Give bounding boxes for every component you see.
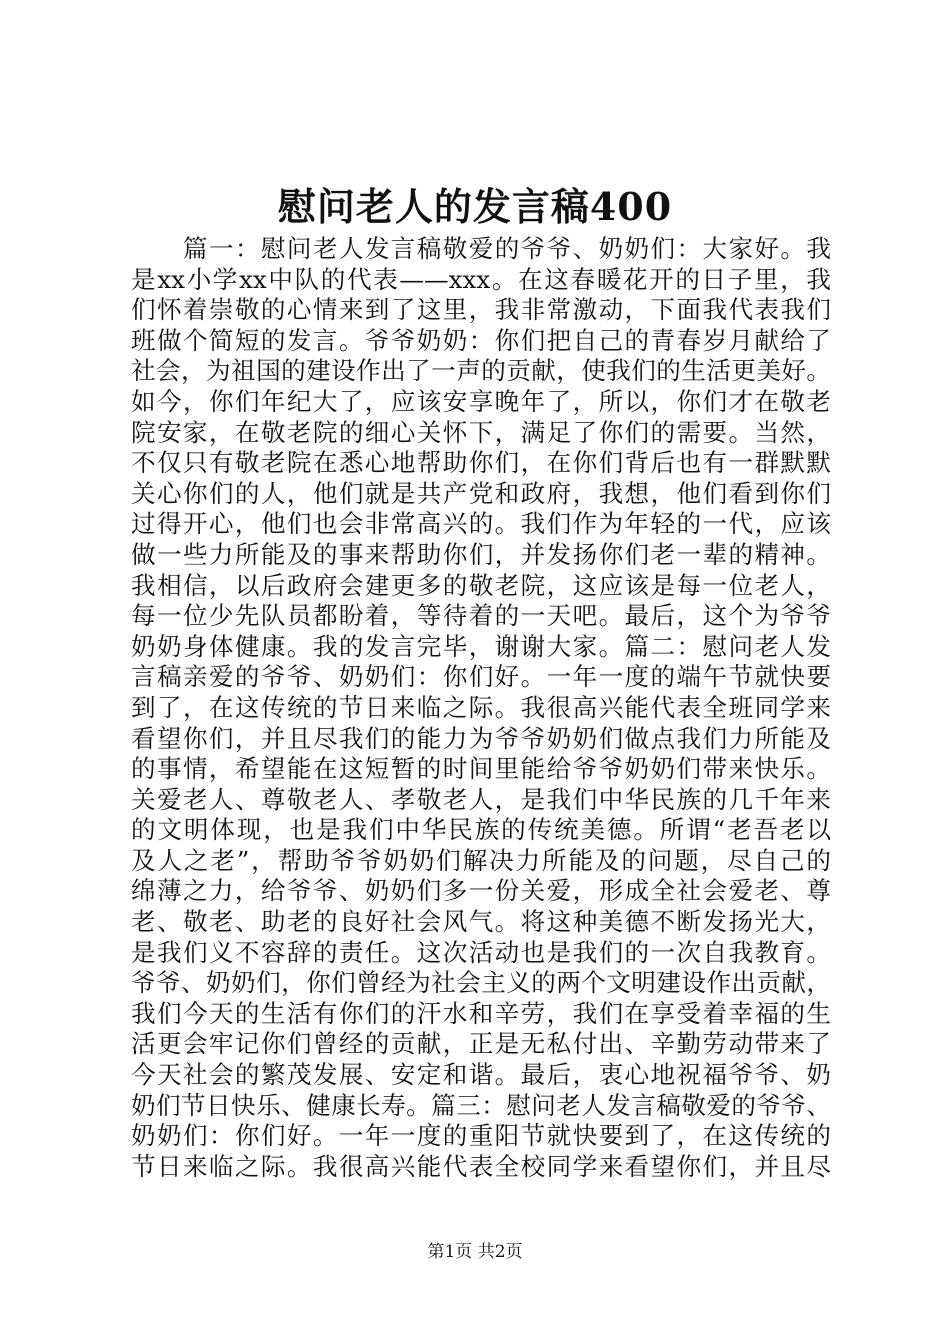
body-line: 我相信，以后政府会建更多的敬老院，这应该是每一位老人，	[131, 570, 831, 600]
body-line: 是我们义不容辞的责任。这次活动也是我们的一次自我教育。	[131, 937, 831, 967]
body-line: 的文明体现，也是我们中华民族的传统美德。所谓“老吾老以	[131, 815, 831, 845]
body-line: 的事情，希望能在这短暂的时间里能给爷爷奶奶们带来快乐。	[131, 754, 831, 784]
body-line: 是xx小学xx中队的代表——xxx。在这春暖花开的日子里，我	[131, 264, 831, 294]
body-line: 院安家，在敬老院的细心关怀下，满足了你们的需要。当然，	[131, 417, 831, 447]
body-line: 及人之老”，帮助爷爷奶奶们解决力所能及的问题，尽自己的	[131, 845, 831, 875]
body-line: 每一位少先队员都盼着，等待着的一天吧。最后，这个为爷爷	[131, 601, 831, 631]
body-line: 关爱老人、尊敬老人、孝敬老人，是我们中华民族的几千年来	[131, 784, 831, 814]
body-line: 言稿亲爱的爷爷、奶奶们：你们好。一年一度的端午节就快要	[131, 662, 831, 692]
body-line: 老、敬老、助老的良好社会风气。将这种美德不断发扬光大，	[131, 907, 831, 937]
body-line: 社会，为祖国的建设作出了一声的贡献，使我们的生活更美好。	[131, 356, 831, 386]
page-footer: 第1页 共2页	[427, 1242, 523, 1262]
body-line: 节日来临之际。我很高兴能代表全校同学来看望你们，并且尽	[131, 1151, 831, 1181]
body-line: 奶们节日快乐、健康长寿。篇三：慰问老人发言稿敬爱的爷爷、	[131, 1090, 831, 1120]
body-line: 爷爷、奶奶们，你们曾经为社会主义的两个文明建设作出贡献，	[131, 968, 831, 998]
body-line: 过得开心，他们也会非常高兴的。我们作为年轻的一代，应该	[131, 509, 831, 539]
body-line: 我们今天的生活有你们的汗水和辛劳，我们在享受着幸福的生	[131, 998, 831, 1028]
body-line: 做一些力所能及的事来帮助你们，并发扬你们老一辈的精神。	[131, 539, 831, 569]
body-line: 奶奶们：你们好。一年一度的重阳节就快要到了，在这传统的	[131, 1121, 831, 1151]
body-line: 们怀着崇敬的心情来到了这里，我非常激动，下面我代表我们	[131, 295, 831, 325]
document-body	[131, 234, 831, 1182]
body-line: 班做个简短的发言。爷爷奶奶：你们把自己的青春岁月献给了	[131, 325, 831, 355]
body-line: 今天社会的繁茂发展、安定和谐。最后，衷心地祝福爷爷、奶	[131, 1060, 831, 1090]
body-line: 不仅只有敬老院在悉心地帮助你们，在你们背后也有一群默默	[131, 448, 831, 478]
body-line: 到了，在这传统的节日来临之际。我很高兴能代表全班同学来	[131, 692, 831, 722]
body-line: 关心你们的人，他们就是共产党和政府，我想，他们看到你们	[131, 478, 831, 508]
body-line: 如今，你们年纪大了，应该安享晚年了，所以，你们才在敬老	[131, 386, 831, 416]
body-line: 篇一：慰问老人发言稿敬爱的爷爷、奶奶们：大家好。我	[183, 234, 831, 263]
body-line: 绵薄之力，给爷爷、奶奶们多一份关爱，形成全社会爱老、尊	[131, 876, 831, 906]
document-title: 慰问老人的发言稿400	[277, 184, 673, 229]
body-line: 奶奶身体健康。我的发言完毕，谢谢大家。篇二：慰问老人发	[131, 631, 831, 661]
body-line: 看望你们，并且尽我们的能力为爷爷奶奶们做点我们力所能及	[131, 723, 831, 753]
body-line: 活更会牢记你们曾经的贡献，正是无私付出、辛勤劳动带来了	[131, 1029, 831, 1059]
